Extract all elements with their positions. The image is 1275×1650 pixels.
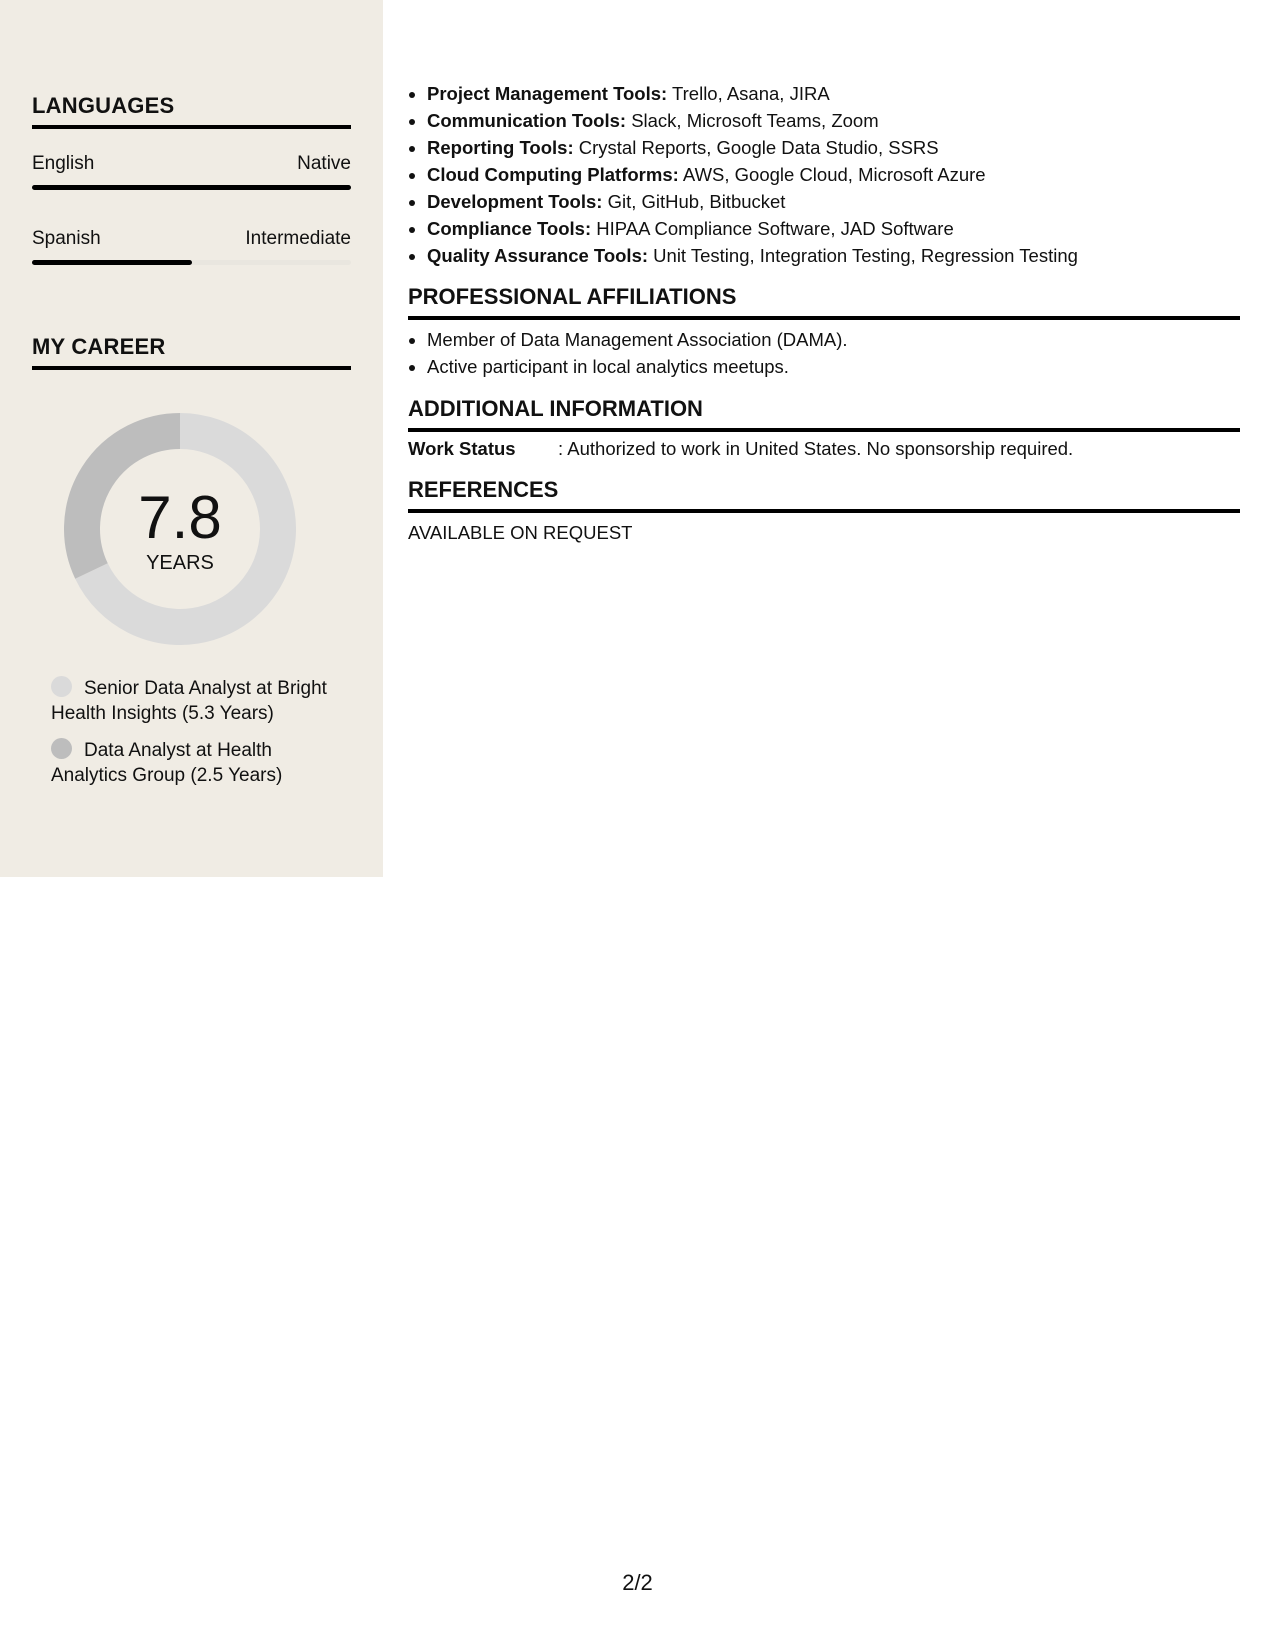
tool-label: Reporting Tools: [427,137,574,158]
tool-value: AWS, Google Cloud, Microsoft Azure [682,164,986,185]
additional-title: ADDITIONAL INFORMATION [408,396,1240,432]
list-item: • Member of Data Management Association (DAMA). [427,326,1240,353]
list-item [427,134,1240,161]
tool-value: Git, GitHub, Bitbucket [607,191,786,212]
career-section [32,334,351,370]
tool-label: Project Management Tools: [427,83,668,104]
list-item [427,107,1240,134]
career-donut [64,413,296,645]
language-name: English [32,153,95,174]
career-title: MY CAREER [32,334,351,370]
tool-value: HIPAA Compliance Software, JAD Software [596,218,954,239]
career-total-years: 7.8 [138,483,222,551]
legend-label: Data Analyst at Health Analytics Group (2.5 Years) [51,740,283,786]
legend-label: Senior Data Analyst at Bright Health Insights (5.3 Years) [51,678,327,724]
tool-value: Slack, Microsoft Teams, Zoom [631,110,879,131]
tools-list [408,80,1240,269]
sidebar [0,0,383,877]
language-bar-track [32,185,351,190]
career-legend [51,676,351,800]
tool-value: Crystal Reports, Google Data Studio, SSRS [578,137,939,158]
tool-label: Development Tools: [427,191,603,212]
language-item [32,228,351,265]
work-status-label: Work Status [408,438,516,459]
tool-label: Cloud Computing Platforms: [427,164,679,185]
languages-title: LANGUAGES [32,93,351,129]
language-level: Intermediate [245,228,351,249]
affiliations-list [408,326,1240,380]
list-item [427,188,1240,215]
list-item [427,215,1240,242]
list-item [427,80,1240,107]
references-text: AVAILABLE ON REQUEST [408,522,633,543]
language-item [32,153,351,190]
list-item [427,242,1240,269]
legend-dot-icon [51,738,72,759]
tool-label: Compliance Tools: [427,218,592,239]
page-number: 2/2 [622,1570,653,1595]
language-bar-fill [32,185,351,190]
legend-dot-icon [51,676,72,697]
list-item [427,161,1240,188]
career-years-unit: YEARS [146,551,214,574]
tool-value: Unit Testing, Integration Testing, Regression Testing [653,245,1078,266]
work-status-row [408,438,1073,460]
list-item: • Active participant in local analytics meetups. [427,353,1240,380]
work-status-value: : Authorized to work in United States. No sponsorship required. [558,438,1074,459]
tool-label: Communication Tools: [427,110,627,131]
language-bar-track [32,260,351,265]
tool-value: Trello, Asana, JIRA [672,83,830,104]
language-bar-fill [32,260,192,265]
references-title: REFERENCES [408,477,1240,513]
legend-item [51,738,351,788]
language-name: Spanish [32,228,101,249]
affiliations-title: PROFESSIONAL AFFILIATIONS [408,284,1240,320]
tool-label: Quality Assurance Tools: [427,245,649,266]
languages-section [32,93,351,265]
language-level: Native [297,153,351,174]
legend-item [51,676,351,726]
